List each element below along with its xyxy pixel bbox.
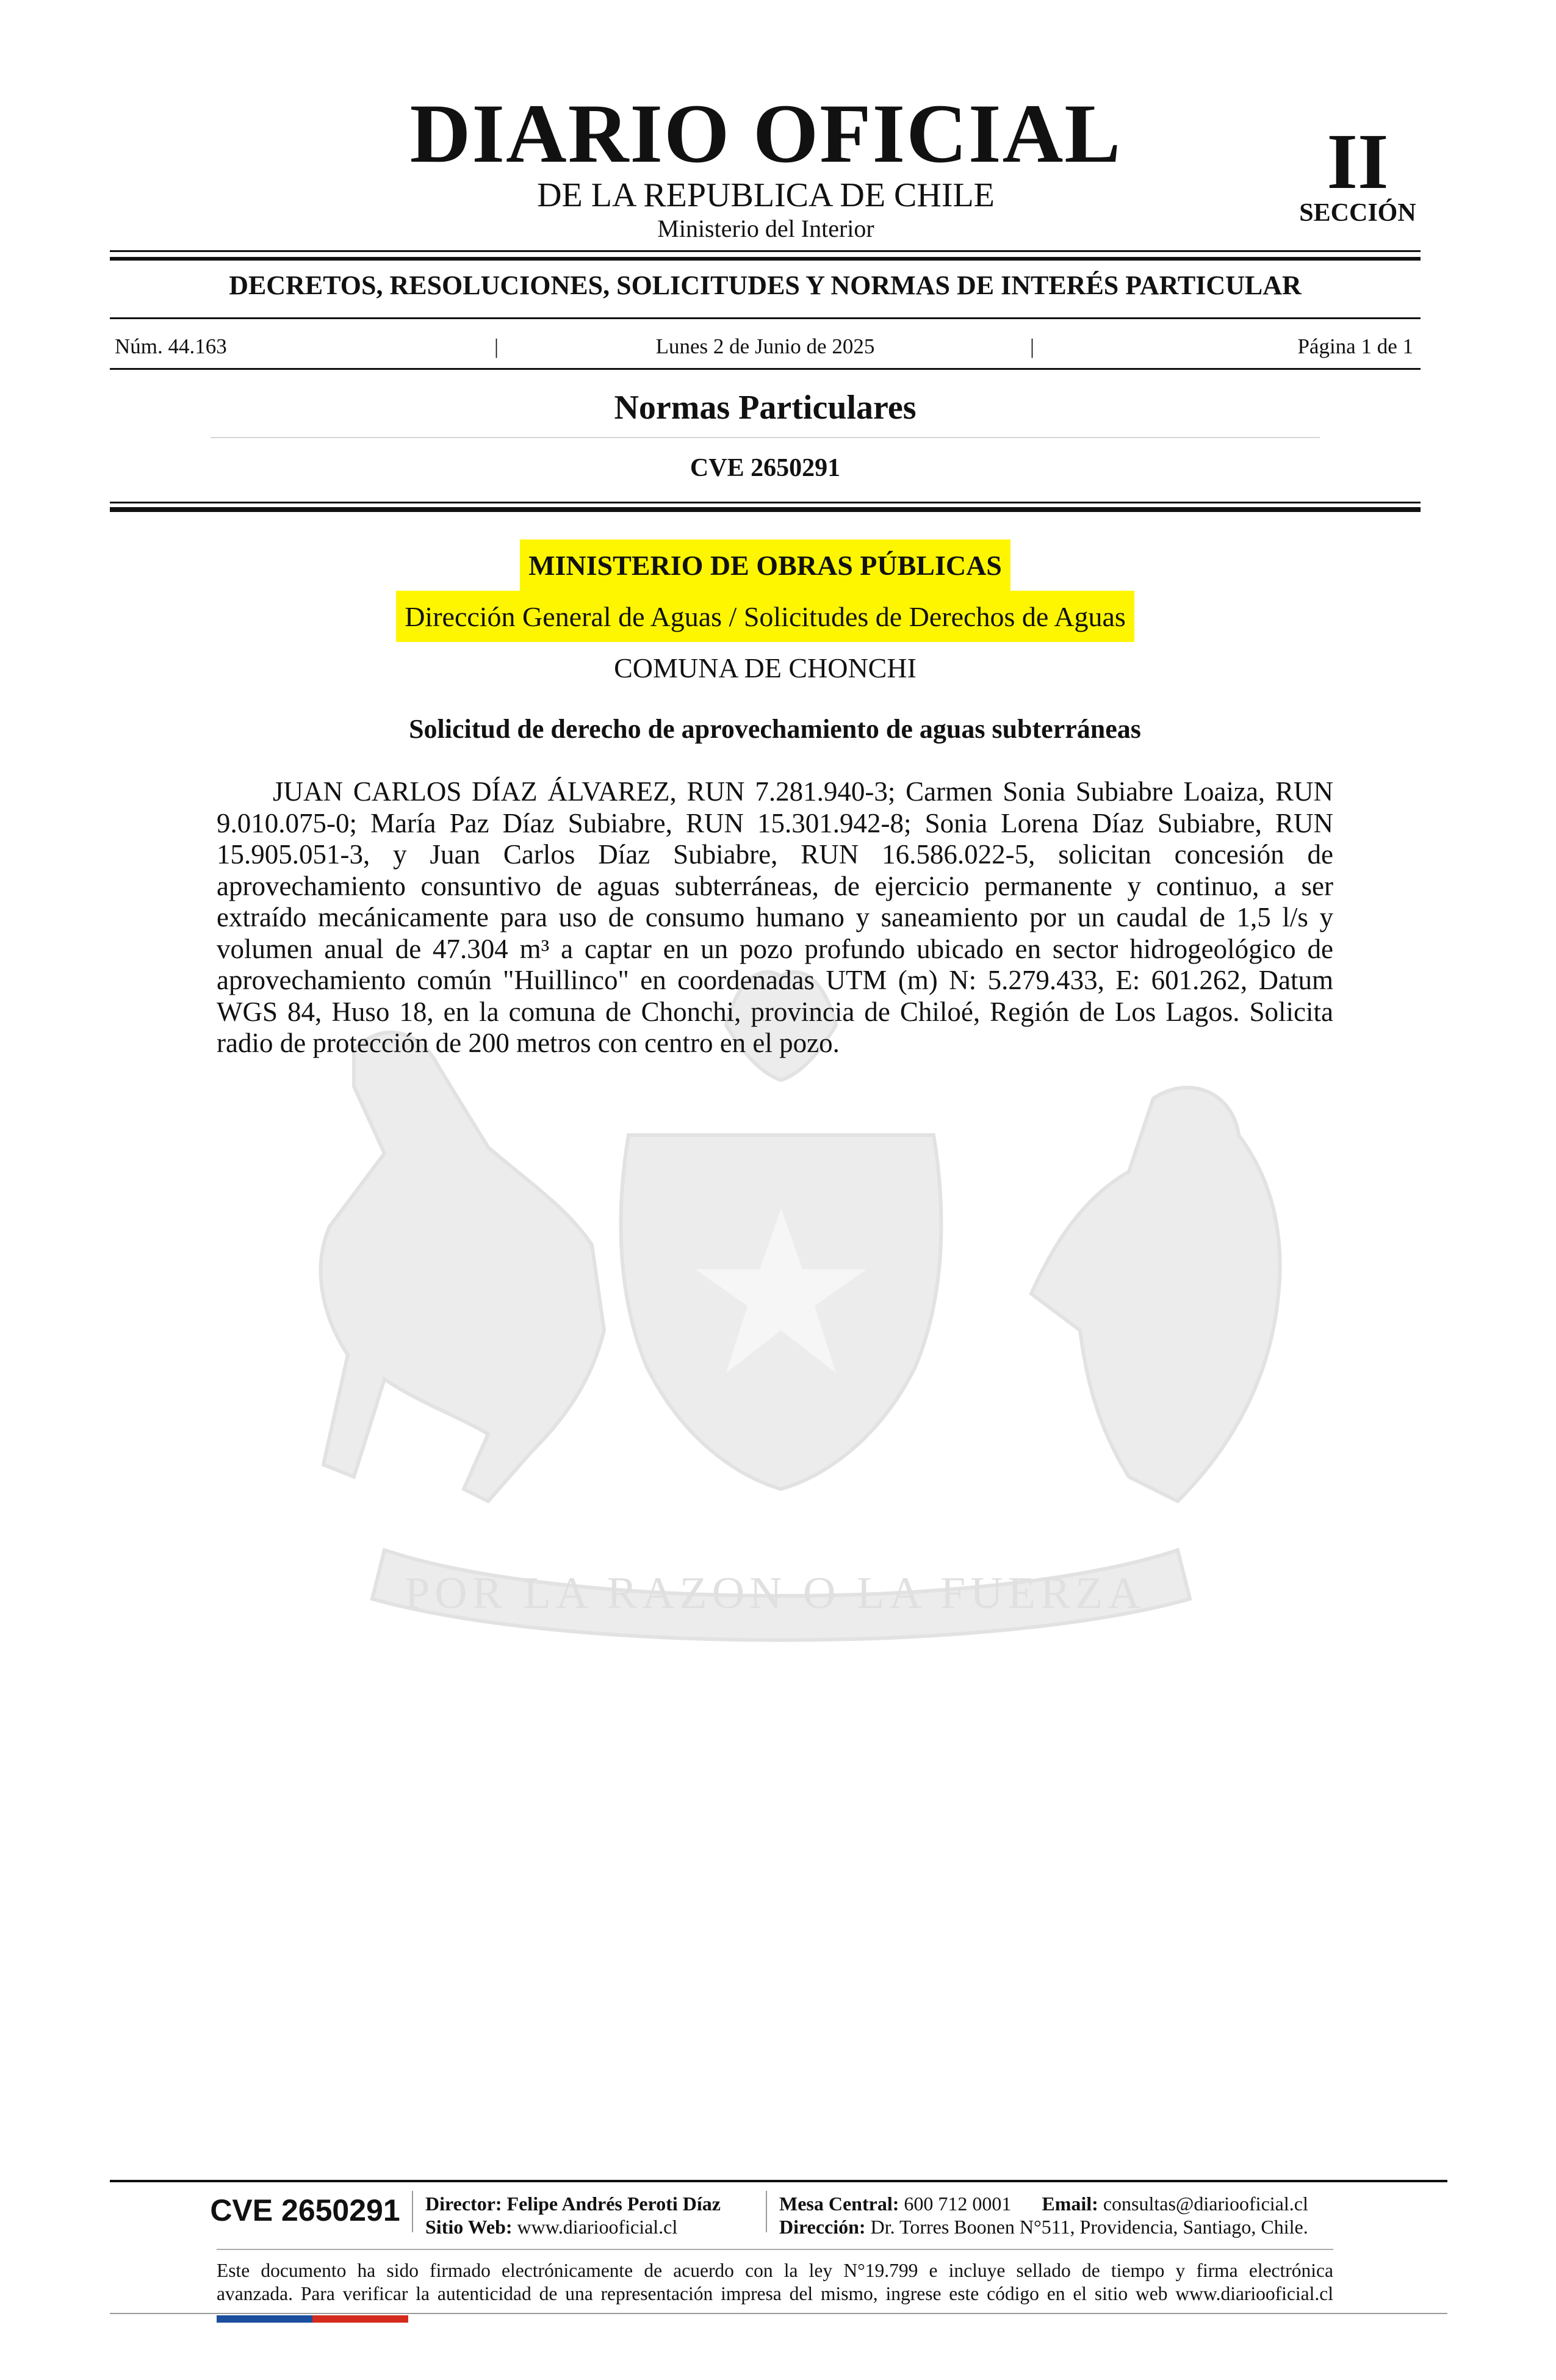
ministry-heading: MINISTERIO DE OBRAS PÚBLICAS (520, 539, 1010, 591)
category-heading: DECRETOS, RESOLUCIONES, SOLICITUDES Y NORMAS DE INTERÉS PARTICULAR (229, 270, 1302, 300)
website-link[interactable]: www.diariooficial.cl (517, 2216, 678, 2238)
issue-page: Página 1 de 1 (1297, 334, 1413, 358)
footer-cve-code: CVE 2650291 (210, 2193, 400, 2227)
section-title: Normas Particulares (614, 389, 917, 427)
footer-rule-bottom (110, 2313, 1447, 2314)
document-title: Solicitud de derecho de aprovechamiento de aguas subterráneas (409, 714, 1141, 744)
director-label: Director: (425, 2193, 502, 2215)
category-rule (110, 317, 1421, 319)
address-label: Dirección: (779, 2216, 866, 2238)
flag-stripe-blue (217, 2315, 312, 2323)
cve-rule-thick (110, 507, 1421, 512)
huemul-figure (321, 1033, 604, 1501)
address-text: Dr. Torres Boonen N°511, Providencia, Santiago, Chile. (870, 2216, 1308, 2238)
footer-contact (779, 2192, 1308, 2215)
masthead-ministry: Ministerio del Interior (657, 215, 874, 242)
coat-of-arms-watermark (201, 952, 1349, 1684)
condor-figure (1031, 1087, 1280, 1501)
flag-stripe-red (312, 2315, 408, 2323)
ministry-heading-row (110, 539, 1421, 591)
masthead-subtitle: DE LA REPUBLICA DE CHILE (537, 176, 995, 214)
directorate-heading-row (110, 591, 1421, 642)
section-number: II (1327, 118, 1389, 206)
phone-label: Mesa Central: (779, 2193, 899, 2215)
legal-notice (217, 2259, 1333, 2306)
email-label: Email: (1042, 2193, 1098, 2215)
motto-text: POR LA RAZON O LA FUERZA (405, 1568, 1145, 1618)
info-rule (110, 368, 1421, 370)
document-body: JUAN CARLOS DÍAZ ÁLVAREZ, RUN 7.281.940-3; Carmen Sonia Subiabre Loaiza, RUN 9.010.075-0; María Paz Díaz Subiabre, RUN 15.301.942-8; Sonia Lorena Díaz Subiabre, RUN 15.905.051-3, y Juan Carlos Díaz Subiabre, RUN 16.586.022-5, solicitan concesión de aprovechamiento consuntivo de aguas subterráneas, de ejercicio permanente y continuo, a ser extraído mecánicamente para uso de consumo humano y saneamiento por un caudal de 1,5 l/s y volumen anual de 47.304 m³ a captar en un pozo profundo ubicado en sector hidrogeológico de aprovechamiento común "Huillinco" en coordenadas UTM (m) N: 5.279.433, E: 601.262, Datum WGS 84, Huso 18, en la comuna de Chonchi, provincia de Chiloé, Región de Los Lagos. Solicita radio de protección de 200 metros con centro en el pozo. (217, 776, 1333, 1058)
header-rule-top (110, 250, 1421, 252)
section-label: SECCIÓN (1299, 199, 1416, 227)
footer-separator-2 (766, 2191, 767, 2232)
footer-rule-top (110, 2180, 1447, 2182)
email-link[interactable]: consultas@diariooficial.cl (1103, 2193, 1308, 2215)
cve-code: CVE 2650291 (690, 454, 841, 482)
website-label: Sitio Web: (425, 2216, 513, 2238)
commune-heading: COMUNA DE CHONCHI (614, 652, 917, 683)
legal-line-2: avanzada. Para verificar la autenticidad de una representación impresa del mismo, ingrese este código en el sitio web www.diariooficial.cl (217, 2283, 1333, 2304)
issue-separator-1: | (494, 334, 499, 358)
section-title-divider (211, 437, 1320, 438)
phone-number: 600 712 0001 (904, 2193, 1012, 2215)
footer-website (425, 2215, 677, 2238)
issue-number: Núm. 44.163 (115, 334, 227, 358)
cve-rule-thin (110, 502, 1421, 503)
legal-line-1: Este documento ha sido firmado electrónicamente de acuerdo con la ley N°19.799 e incluye sellado de tiempo y firma electrónica (217, 2260, 1333, 2281)
issue-info-row (110, 334, 1421, 359)
header-rule-thick (110, 257, 1421, 261)
issue-separator-2: | (1030, 334, 1035, 358)
director-name: Felipe Andrés Peroti Díaz (506, 2193, 721, 2215)
footer-director (425, 2192, 721, 2215)
masthead-title: DIARIO OFICIAL (409, 87, 1122, 180)
footer-rule-middle (217, 2249, 1333, 2250)
footer-address (779, 2215, 1308, 2238)
issue-date: Lunes 2 de Junio de 2025 (655, 334, 875, 358)
directorate-heading: Dirección General de Aguas / Solicitudes de Derechos de Aguas (396, 591, 1134, 642)
footer-separator-1 (412, 2191, 413, 2232)
